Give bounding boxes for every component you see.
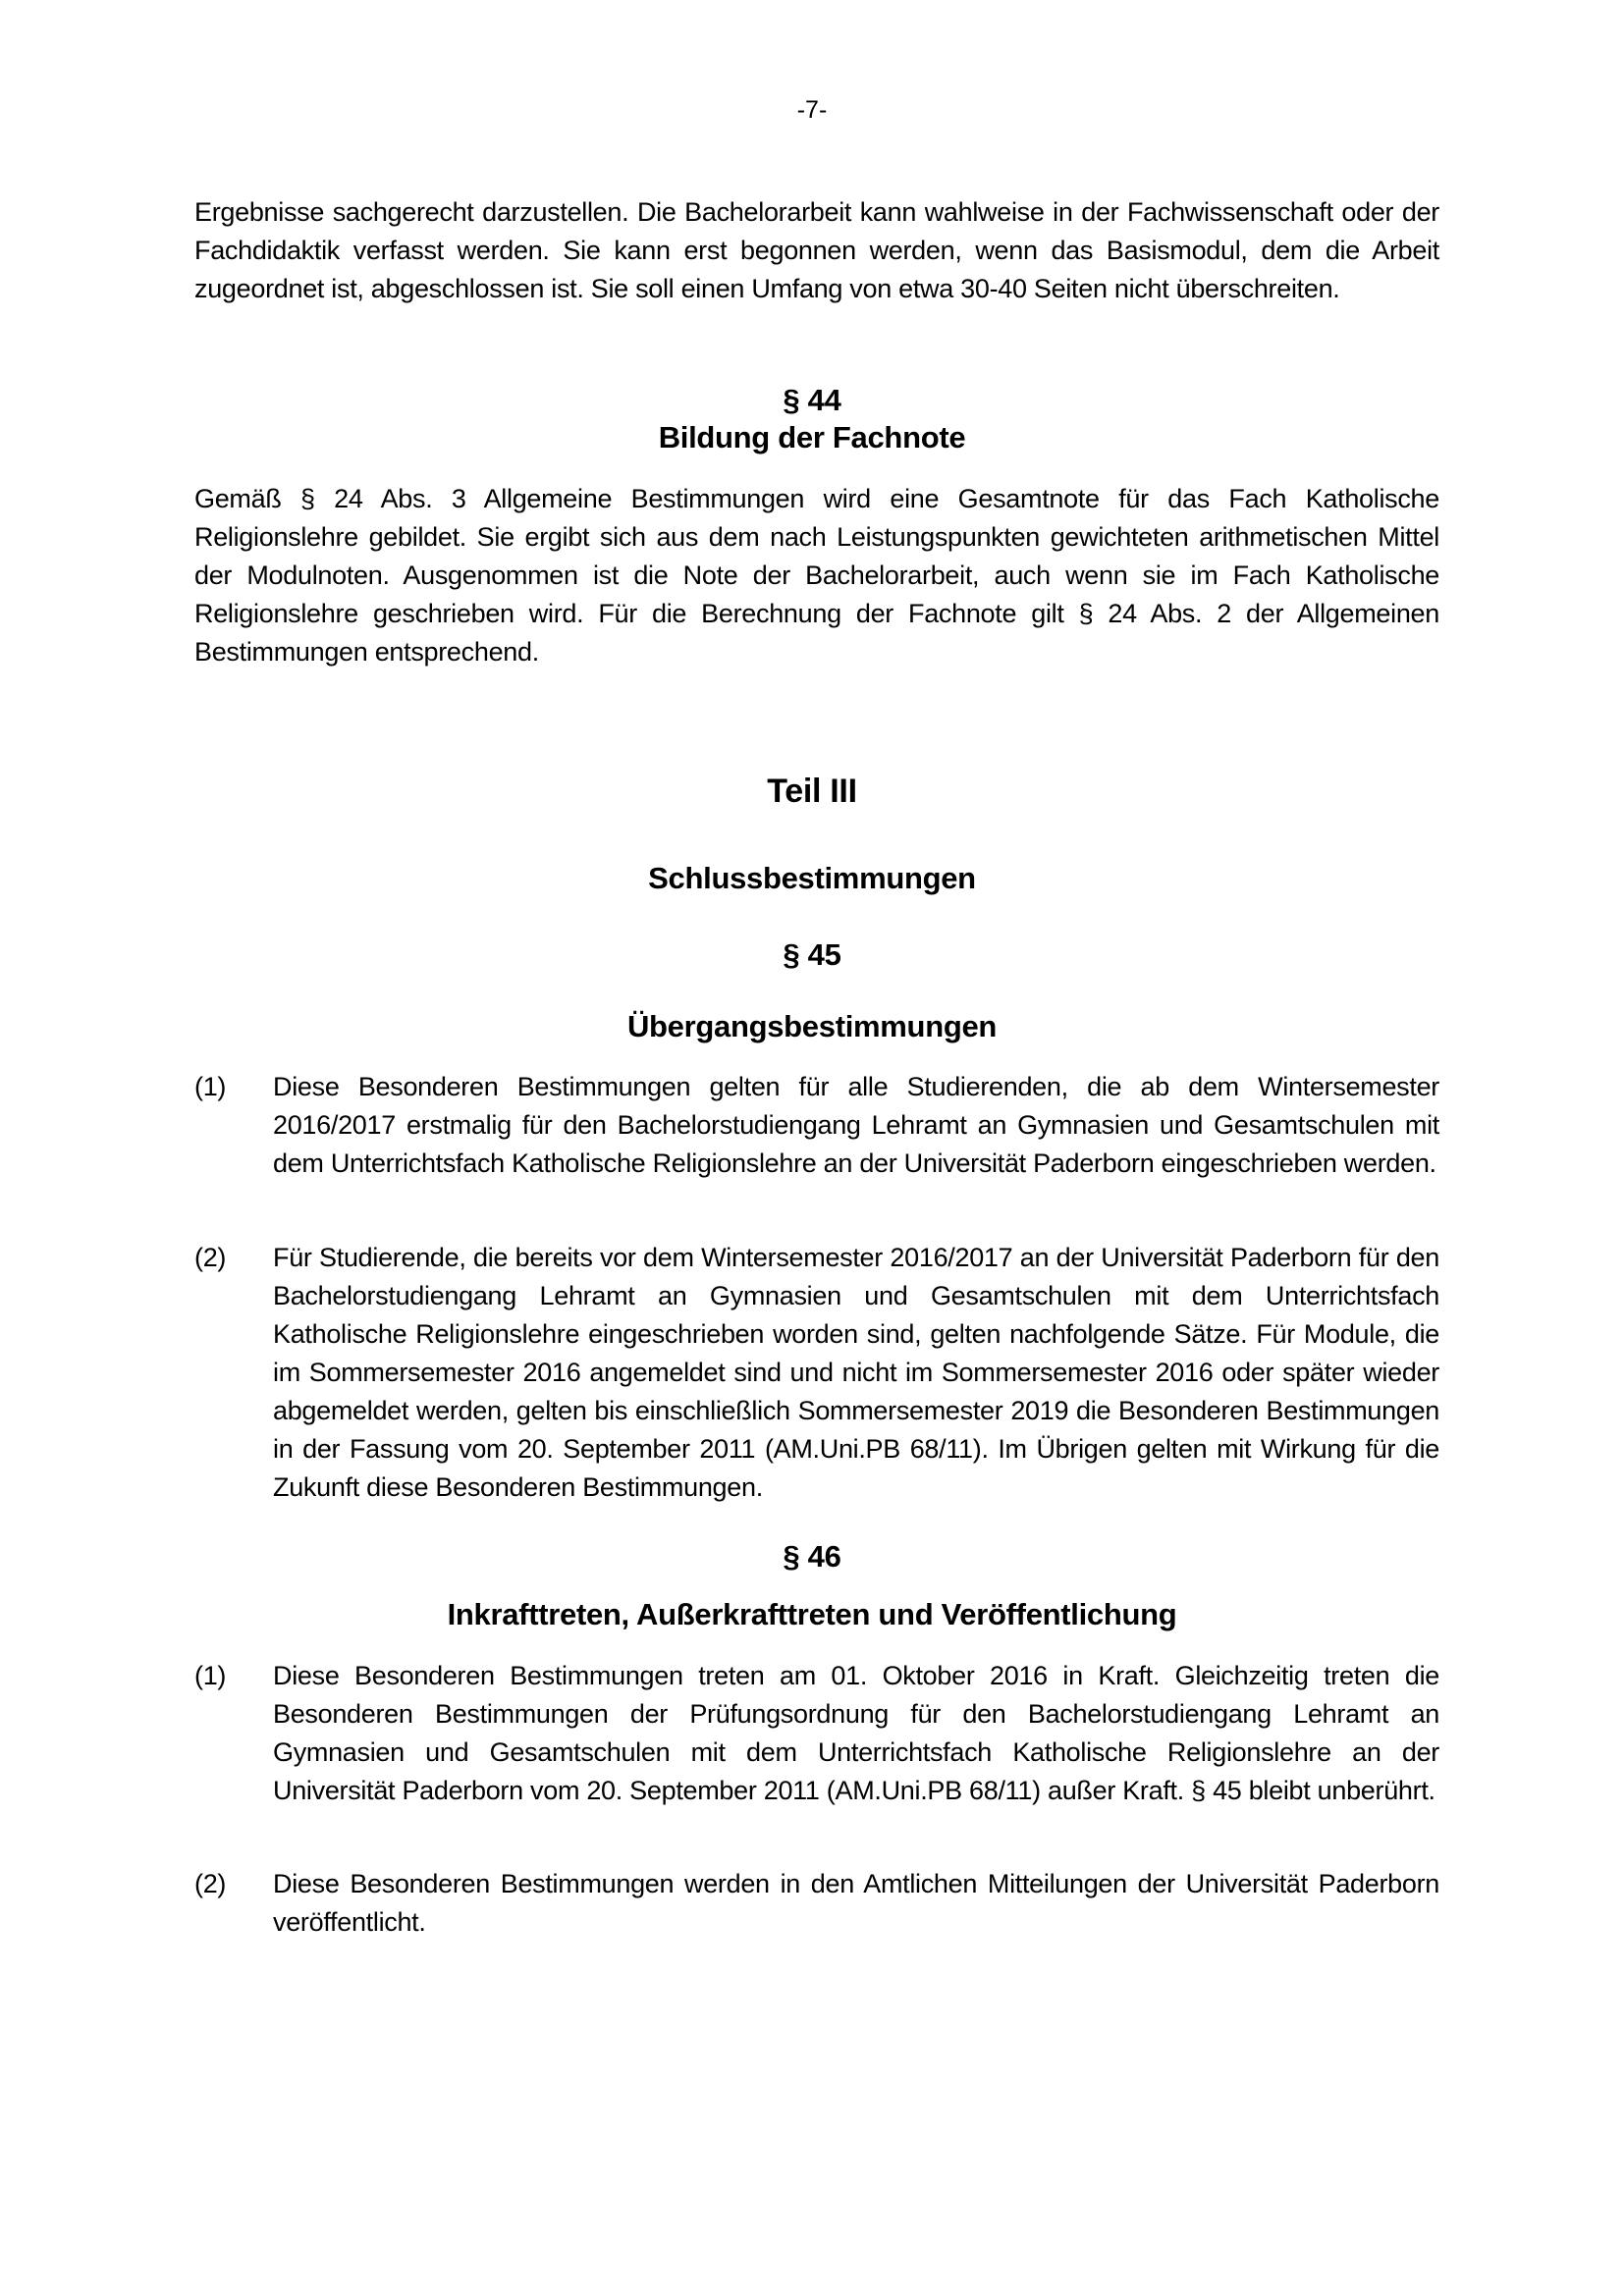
item-number: (1) [194,1661,227,1690]
intro-paragraph: Ergebnisse sachgerecht darzustellen. Die Bachelorarbeit kann wahlweise in der Fachwissenschaft oder der Fachdidaktik verfasst werden. Sie kann erst begonnen werden, wenn das Basismodul, dem die Arbeit zugeordnet ist, abgeschlossen ist. Sie soll einen Umfang von etwa 30-40 Seiten nicht überschreiten. [194,197,1439,303]
section-44-number: § 44 [783,383,841,417]
page-number: -7- [796,96,828,124]
section-44-title: Bildung der Fachnote [658,420,966,454]
item-number: (2) [194,1869,227,1898]
section-44-text: Gemäß § 24 Abs. 3 Allgemeine Bestimmungen wird eine Gesamtnote für das Fach Katholische Religionslehre gebildet. Sie ergibt sich aus dem nach Leistungspunkten gewichteten arithmetischen Mittel der Modulnoten. Ausgenommen ist die Note der Bachelorarbeit, auch wenn sie im Fach Katholische Religionslehre geschrieben wird. Für die Berechnung der Fachnote gilt § 24 Abs. 2 der Allgemeinen Bestimmungen entsprechend. [194,484,1439,667]
section-45-number: § 45 [783,937,841,972]
item-number: (1) [194,1072,227,1101]
item-text: Diese Besonderen Bestimmungen treten am 01. Oktober 2016 in Kraft. Gleichzeitig treten die Besonderen Bestimmungen der Prüfungsordnung für den Bachelorstudiengang Lehramt an Gymnasien und Gesamtschulen mit dem Unterrichtsfach Katholische Religionslehre an der Universität Paderborn vom 20. September 2011 (AM.Uni.PB 68/11) außer Kraft. § 45 bleibt unberührt. [273,1661,1439,1805]
section-46-item-2 [194,1865,1439,1942]
section-46-number: § 46 [783,1539,841,1574]
section-46-title: Inkrafttreten, Außerkrafttreten und Veröffentlichung [447,1597,1177,1631]
section-46-item-1 [194,1657,1439,1810]
item-text: Für Studierende, die bereits vor dem Wintersemester 2016/2017 an der Universität Paderborn für den Bachelorstudiengang Lehramt an Gymnasien und Gesamtschulen mit dem Unterrichtsfach Katholische Religionslehre eingeschrieben worden sind, gelten nachfolgende Sätze. Für Module, die im Sommersemester 2016 angemeldet sind und nicht im Sommersemester 2016 oder später wieder abgemeldet werden, gelten bis einschließlich Sommersemester 2019 die Besonderen Bestimmungen in der Fassung vom 20. September 2011 (AM.Uni.PB 68/11). Im Übrigen gelten mit Wirkung für die Zukunft diese Besonderen Bestimmungen. [273,1243,1439,1502]
section-45-item-1 [194,1068,1439,1183]
item-text: Diese Besonderen Bestimmungen gelten für alle Studierenden, die ab dem Wintersemester 2016/2017 erstmalig für den Bachelorstudiengang Lehramt an Gymnasien und Gesamtschulen mit dem Unterrichtsfach Katholische Religionslehre an der Universität Paderborn eingeschrieben werden. [273,1072,1439,1178]
section-45-title: Übergangsbestimmungen [626,1009,998,1043]
section-45-item-2 [194,1239,1439,1507]
item-number: (2) [194,1243,227,1272]
item-text: Diese Besonderen Bestimmungen werden in den Amtlichen Mitteilungen der Universität Paderborn veröffentlicht. [273,1869,1439,1937]
part-title: Schlussbestimmungen [648,861,976,895]
part-label: Teil III [767,773,857,810]
